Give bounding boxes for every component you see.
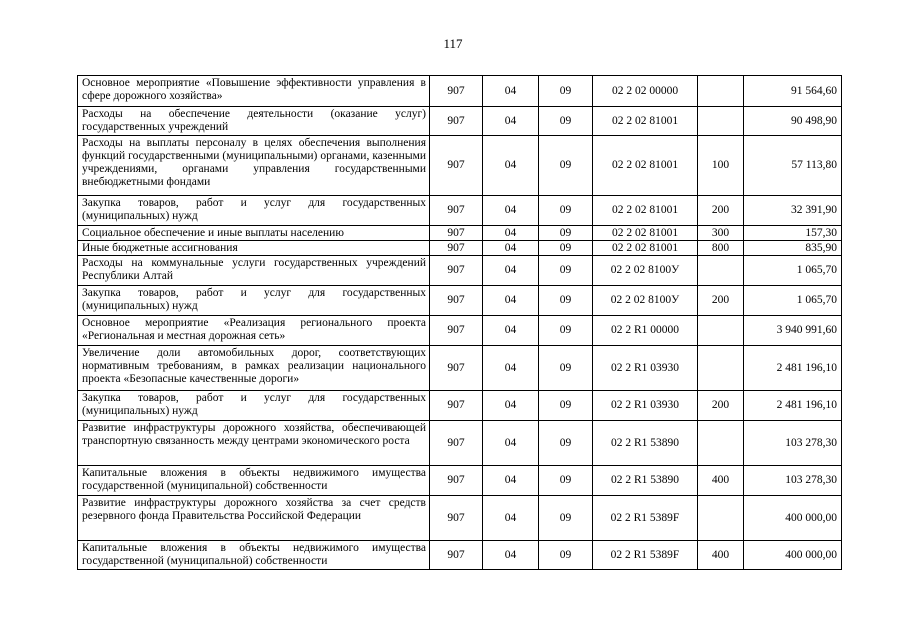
row-grbs: 907 (430, 466, 483, 496)
row-amount: 103 278,30 (744, 466, 842, 496)
table-row (78, 241, 842, 256)
row-subsection: 09 (539, 286, 593, 316)
row-subsection: 09 (539, 136, 593, 196)
page-number: 117 (443, 36, 463, 51)
row-expense-type (698, 346, 744, 391)
row-section: 04 (483, 107, 539, 136)
row-section: 04 (483, 241, 539, 256)
row-grbs: 907 (430, 346, 483, 391)
row-expense-type: 400 (698, 541, 744, 570)
row-target-article: 02 2 02 81001 (593, 136, 698, 196)
row-expense-type (698, 76, 744, 107)
row-name: Капитальные вложения в объекты недвижимого имущества государственной (муниципальной) собственности (78, 466, 430, 496)
row-section: 04 (483, 136, 539, 196)
row-section: 04 (483, 226, 539, 241)
row-expense-type: 800 (698, 241, 744, 256)
row-target-article: 02 2 02 81001 (593, 241, 698, 256)
row-grbs: 907 (430, 496, 483, 541)
row-subsection: 09 (539, 107, 593, 136)
row-grbs: 907 (430, 107, 483, 136)
row-grbs: 907 (430, 316, 483, 346)
row-expense-type (698, 496, 744, 541)
budget-table (77, 75, 842, 570)
row-amount: 2 481 196,10 (744, 346, 842, 391)
row-amount: 1 065,70 (744, 256, 842, 286)
row-grbs: 907 (430, 226, 483, 241)
row-amount: 3 940 991,60 (744, 316, 842, 346)
table-row (78, 196, 842, 226)
table-row (78, 76, 842, 107)
table-row (78, 107, 842, 136)
row-amount: 400 000,00 (744, 496, 842, 541)
row-section: 04 (483, 196, 539, 226)
row-target-article: 02 2 02 81001 (593, 196, 698, 226)
row-expense-type: 400 (698, 466, 744, 496)
row-name: Закупка товаров, работ и услуг для государственных (муниципальных) нужд (78, 391, 430, 421)
row-section: 04 (483, 466, 539, 496)
row-target-article: 02 2 R1 5389F (593, 541, 698, 570)
row-section: 04 (483, 286, 539, 316)
row-name: Развитие инфраструктуры дорожного хозяйства, обеспечивающей транспортную связанность между центрами экономического роста (78, 421, 430, 466)
table-row (78, 226, 842, 241)
row-target-article: 02 2 02 8100У (593, 256, 698, 286)
row-section: 04 (483, 391, 539, 421)
row-amount: 400 000,00 (744, 541, 842, 570)
row-grbs: 907 (430, 256, 483, 286)
row-amount: 835,90 (744, 241, 842, 256)
row-grbs: 907 (430, 241, 483, 256)
row-name: Расходы на обеспечение деятельности (оказание услуг) государственных учреждений (78, 107, 430, 136)
row-subsection: 09 (539, 391, 593, 421)
table-row (78, 391, 842, 421)
row-name: Закупка товаров, работ и услуг для государственных (муниципальных) нужд (78, 286, 430, 316)
row-amount: 2 481 196,10 (744, 391, 842, 421)
row-amount: 90 498,90 (744, 107, 842, 136)
row-amount: 32 391,90 (744, 196, 842, 226)
row-subsection: 09 (539, 316, 593, 346)
row-section: 04 (483, 496, 539, 541)
row-target-article: 02 2 02 81001 (593, 107, 698, 136)
row-subsection: 09 (539, 496, 593, 541)
row-name: Иные бюджетные ассигнования (78, 241, 430, 256)
row-amount: 1 065,70 (744, 286, 842, 316)
row-name: Социальное обеспечение и иные выплаты населению (78, 226, 430, 241)
row-expense-type: 100 (698, 136, 744, 196)
table-row (78, 466, 842, 496)
row-section: 04 (483, 316, 539, 346)
row-expense-type (698, 421, 744, 466)
row-expense-type: 300 (698, 226, 744, 241)
table-row (78, 286, 842, 316)
row-subsection: 09 (539, 76, 593, 107)
row-expense-type: 200 (698, 391, 744, 421)
row-name: Увеличение доли автомобильных дорог, соответствующих нормативным требованиям, в рамках реализации национального проекта «Безопасные качественные дороги» (78, 346, 430, 391)
row-subsection: 09 (539, 466, 593, 496)
row-target-article: 02 2 R1 00000 (593, 316, 698, 346)
row-amount: 103 278,30 (744, 421, 842, 466)
row-amount: 57 113,80 (744, 136, 842, 196)
table-row (78, 421, 842, 466)
row-expense-type: 200 (698, 286, 744, 316)
row-amount: 91 564,60 (744, 76, 842, 107)
row-target-article: 02 2 02 81001 (593, 226, 698, 241)
row-expense-type (698, 316, 744, 346)
row-subsection: 09 (539, 196, 593, 226)
row-subsection: 09 (539, 346, 593, 391)
row-name: Основное мероприятие «Реализация регионального проекта «Региональная и местная дорожная сеть» (78, 316, 430, 346)
row-target-article: 02 2 R1 03930 (593, 346, 698, 391)
row-name: Развитие инфраструктуры дорожного хозяйства за счет средств резервного фонда Правительства Российской Федерации (78, 496, 430, 541)
row-subsection: 09 (539, 241, 593, 256)
row-section: 04 (483, 421, 539, 466)
row-target-article: 02 2 R1 53890 (593, 421, 698, 466)
row-target-article: 02 2 R1 53890 (593, 466, 698, 496)
row-section: 04 (483, 256, 539, 286)
row-grbs: 907 (430, 136, 483, 196)
row-grbs: 907 (430, 196, 483, 226)
row-grbs: 907 (430, 286, 483, 316)
row-name: Основное мероприятие «Повышение эффективности управления в сфере дорожного хозяйства» (78, 76, 430, 107)
row-subsection: 09 (539, 541, 593, 570)
row-grbs: 907 (430, 421, 483, 466)
table-row (78, 256, 842, 286)
row-amount: 157,30 (744, 226, 842, 241)
row-target-article: 02 2 R1 03930 (593, 391, 698, 421)
row-name: Расходы на коммунальные услуги государственных учреждений Республики Алтай (78, 256, 430, 286)
row-name: Закупка товаров, работ и услуг для государственных (муниципальных) нужд (78, 196, 430, 226)
row-name: Расходы на выплаты персоналу в целях обеспечения выполнения функций государственными (муниципальными) органами, казенными учреждениями, органами управления государственными внебюджетными фондами (78, 136, 430, 196)
row-expense-type (698, 256, 744, 286)
row-subsection: 09 (539, 421, 593, 466)
row-name: Капитальные вложения в объекты недвижимого имущества государственной (муниципальной) собственности (78, 541, 430, 570)
row-section: 04 (483, 76, 539, 107)
row-target-article: 02 2 02 00000 (593, 76, 698, 107)
row-subsection: 09 (539, 256, 593, 286)
row-expense-type: 200 (698, 196, 744, 226)
row-grbs: 907 (430, 391, 483, 421)
row-section: 04 (483, 541, 539, 570)
table-row (78, 346, 842, 391)
row-target-article: 02 2 02 8100У (593, 286, 698, 316)
row-grbs: 907 (430, 76, 483, 107)
row-grbs: 907 (430, 541, 483, 570)
row-section: 04 (483, 346, 539, 391)
table-row (78, 496, 842, 541)
table-row (78, 541, 842, 570)
table-row (78, 316, 842, 346)
row-subsection: 09 (539, 226, 593, 241)
table-row (78, 136, 842, 196)
row-target-article: 02 2 R1 5389F (593, 496, 698, 541)
row-expense-type (698, 107, 744, 136)
